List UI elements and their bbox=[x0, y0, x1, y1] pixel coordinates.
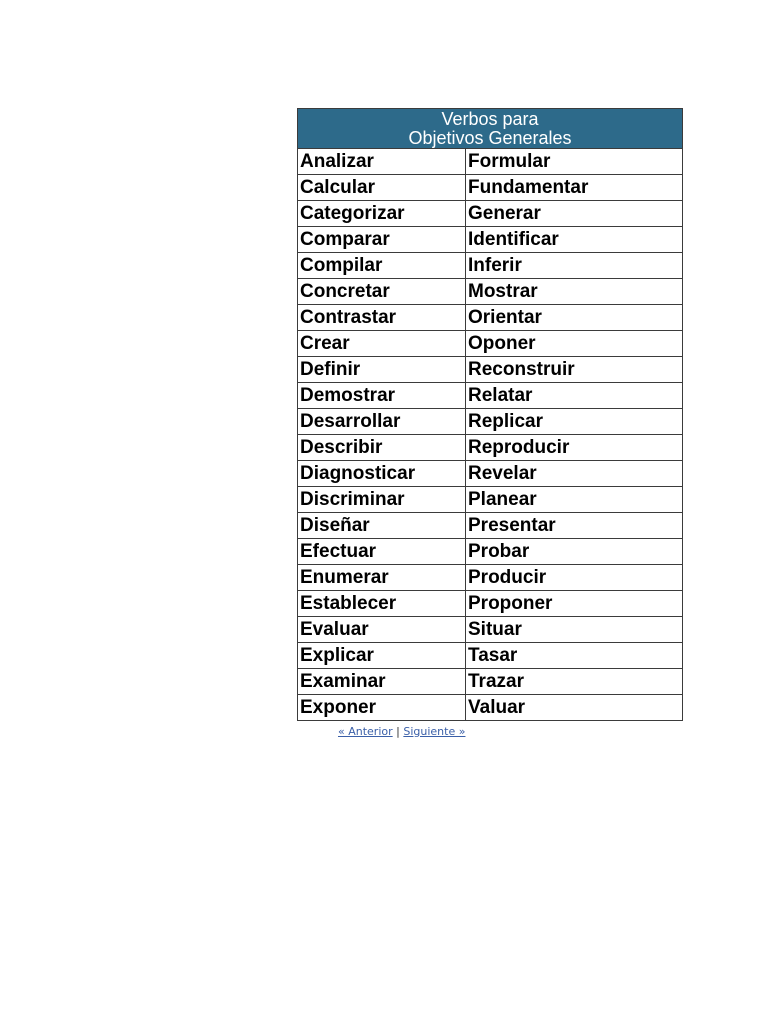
table-row bbox=[298, 279, 683, 305]
verb-cell: Concretar bbox=[298, 279, 466, 305]
verb-cell: Definir bbox=[298, 357, 466, 383]
verb-cell: Revelar bbox=[466, 461, 683, 487]
verb-cell: Calcular bbox=[298, 175, 466, 201]
verb-cell: Planear bbox=[466, 487, 683, 513]
table-row bbox=[298, 643, 683, 669]
verb-cell: Categorizar bbox=[298, 201, 466, 227]
verb-cell: Exponer bbox=[298, 695, 466, 721]
verb-cell: Generar bbox=[466, 201, 683, 227]
table-row bbox=[298, 227, 683, 253]
verb-cell: Reproducir bbox=[466, 435, 683, 461]
verb-cell: Contrastar bbox=[298, 305, 466, 331]
verbs-table bbox=[297, 108, 683, 721]
verb-cell: Identificar bbox=[466, 227, 683, 253]
verb-cell: Reconstruir bbox=[466, 357, 683, 383]
table-row bbox=[298, 175, 683, 201]
verb-cell: Efectuar bbox=[298, 539, 466, 565]
verb-cell: Desarrollar bbox=[298, 409, 466, 435]
verb-cell: Crear bbox=[298, 331, 466, 357]
verb-cell: Presentar bbox=[466, 513, 683, 539]
table-row bbox=[298, 695, 683, 721]
table-header bbox=[298, 109, 683, 149]
verb-cell: Describir bbox=[298, 435, 466, 461]
table-row bbox=[298, 617, 683, 643]
table-header-row bbox=[298, 109, 683, 149]
table-row bbox=[298, 461, 683, 487]
pager-separator: | bbox=[396, 725, 400, 738]
table-row bbox=[298, 565, 683, 591]
verb-cell: Probar bbox=[466, 539, 683, 565]
verb-cell: Compilar bbox=[298, 253, 466, 279]
table-row bbox=[298, 331, 683, 357]
verb-cell: Oponer bbox=[466, 331, 683, 357]
verb-cell: Discriminar bbox=[298, 487, 466, 513]
table-row bbox=[298, 669, 683, 695]
verb-cell: Situar bbox=[466, 617, 683, 643]
table-row bbox=[298, 513, 683, 539]
verb-cell: Valuar bbox=[466, 695, 683, 721]
verb-cell: Comparar bbox=[298, 227, 466, 253]
verb-cell: Explicar bbox=[298, 643, 466, 669]
table-row bbox=[298, 539, 683, 565]
table-row bbox=[298, 487, 683, 513]
verb-cell: Formular bbox=[466, 149, 683, 175]
table-title-line1: Verbos para bbox=[441, 109, 539, 129]
previous-link[interactable]: « Anterior bbox=[338, 725, 393, 738]
pagination bbox=[338, 725, 465, 738]
table-row bbox=[298, 435, 683, 461]
verb-cell: Diagnosticar bbox=[298, 461, 466, 487]
table-row bbox=[298, 357, 683, 383]
verb-cell: Examinar bbox=[298, 669, 466, 695]
verb-cell: Replicar bbox=[466, 409, 683, 435]
table-row bbox=[298, 409, 683, 435]
verb-cell: Trazar bbox=[466, 669, 683, 695]
verb-cell: Analizar bbox=[298, 149, 466, 175]
verb-cell: Relatar bbox=[466, 383, 683, 409]
verb-cell: Tasar bbox=[466, 643, 683, 669]
table-row bbox=[298, 305, 683, 331]
verb-cell: Proponer bbox=[466, 591, 683, 617]
verb-cell: Diseñar bbox=[298, 513, 466, 539]
table-row bbox=[298, 201, 683, 227]
table-row bbox=[298, 383, 683, 409]
verb-cell: Enumerar bbox=[298, 565, 466, 591]
verb-cell: Producir bbox=[466, 565, 683, 591]
verb-cell: Fundamentar bbox=[466, 175, 683, 201]
next-link[interactable]: Siguiente » bbox=[403, 725, 466, 738]
table-title-line2: Objetivos Generales bbox=[408, 128, 572, 148]
table-row bbox=[298, 591, 683, 617]
verb-cell: Mostrar bbox=[466, 279, 683, 305]
verb-cell: Orientar bbox=[466, 305, 683, 331]
verb-cell: Evaluar bbox=[298, 617, 466, 643]
verb-cell: Establecer bbox=[298, 591, 466, 617]
table-row bbox=[298, 253, 683, 279]
verb-cell: Inferir bbox=[466, 253, 683, 279]
verb-cell: Demostrar bbox=[298, 383, 466, 409]
table-row bbox=[298, 149, 683, 175]
